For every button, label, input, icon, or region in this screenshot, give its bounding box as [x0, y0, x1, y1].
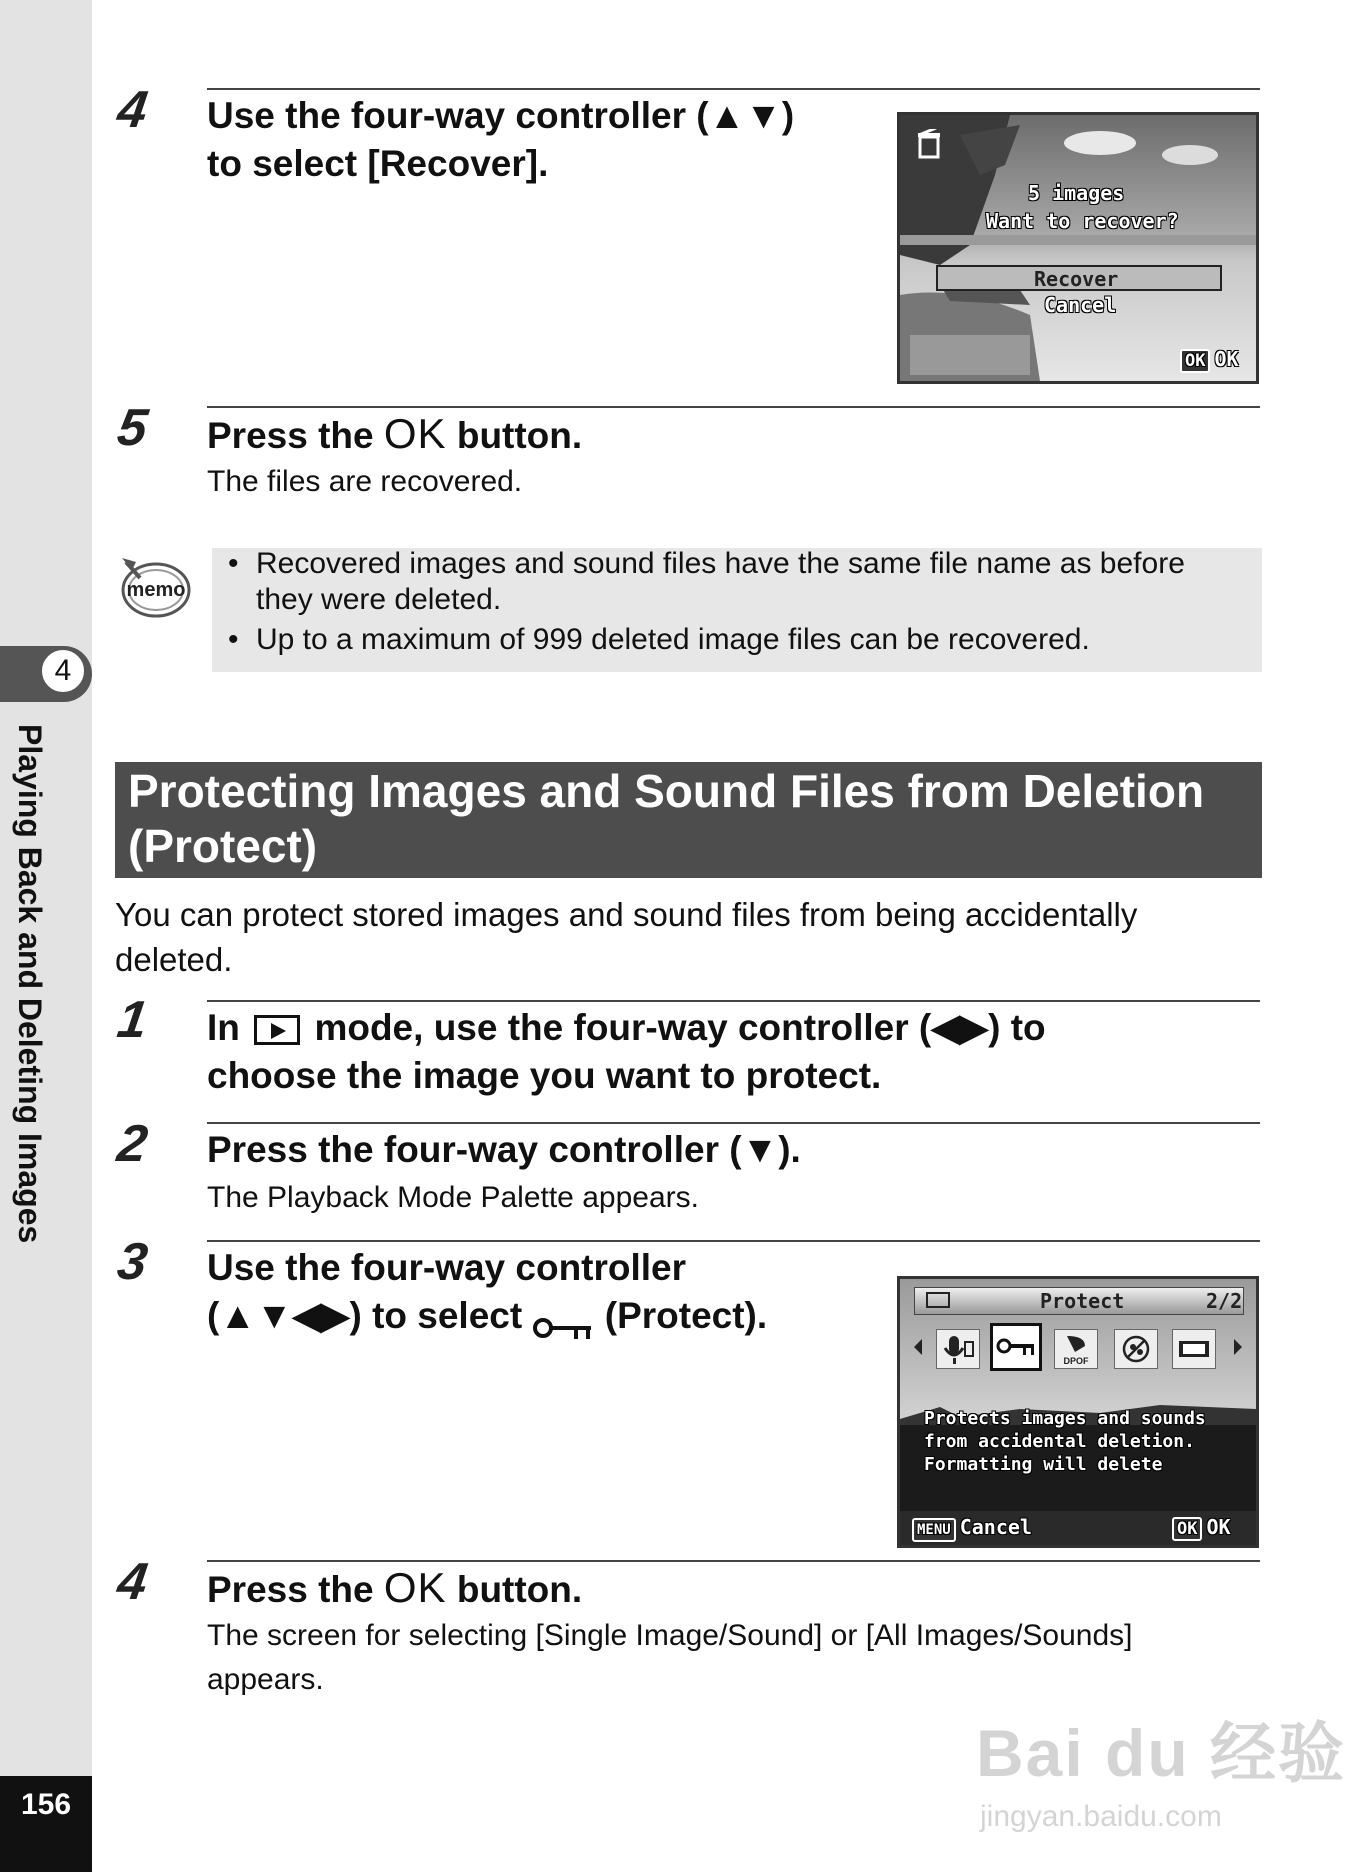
recover-option-label: Recover — [1034, 267, 1119, 291]
palette-title: Protect — [1040, 1289, 1125, 1313]
step-number: 2 — [113, 1115, 151, 1173]
step-body — [207, 1614, 1267, 1702]
ok-button-icon: OK — [1180, 349, 1210, 373]
step-title — [207, 1564, 582, 1614]
ok-hint — [1172, 1515, 1231, 1541]
step-number: 1 — [113, 991, 151, 1049]
step-title-pre: Press the — [207, 1569, 384, 1610]
protect-key-icon[interactable] — [990, 1323, 1042, 1371]
step-title-line — [207, 1292, 767, 1340]
baidu-watermark-url: jingyan.baidu.com — [980, 1800, 1222, 1833]
ok-hint-label: OK — [1206, 1515, 1231, 1539]
recover-option-recover[interactable] — [936, 265, 1222, 291]
cancel-hint-label: Cancel — [959, 1515, 1032, 1539]
step-title — [207, 1004, 1046, 1100]
playback-mode-icon — [254, 1015, 300, 1045]
memo-text: Up to a maximum of 999 deleted image files can be recovered. — [256, 623, 1090, 656]
description-line: from accidental deletion. — [924, 1431, 1195, 1452]
step-number: 3 — [113, 1233, 151, 1291]
memo-bullet: • — [228, 547, 239, 580]
description-line: Protects images and sounds — [924, 1408, 1206, 1429]
recover-option-cancel[interactable] — [936, 293, 1222, 319]
ok-button-glyph: OK — [383, 410, 447, 457]
memo-bullet: • — [228, 623, 239, 656]
step-title-pre: (▲▼◀▶) to select — [207, 1295, 533, 1336]
playback-mode-icon — [926, 1292, 950, 1308]
memo-icon-label: memo — [126, 579, 186, 601]
step-title-pre: In — [207, 1007, 251, 1048]
page-number: 156 — [20, 1788, 72, 1821]
section-intro — [115, 892, 1265, 982]
baidu-watermark: Bai du 经验 — [976, 1716, 1347, 1790]
protect-camera-screen — [897, 1276, 1259, 1548]
cancel-option-label: Cancel — [1044, 293, 1117, 317]
palette-left-arrow[interactable] — [914, 1339, 922, 1355]
section-title-line: (Protect) — [128, 820, 318, 872]
step-divider — [207, 1560, 1260, 1562]
step-title-line: to select [Recover]. — [207, 143, 549, 184]
step-divider — [207, 406, 1260, 408]
intro-line: deleted. — [115, 941, 233, 978]
voice-memo-icon[interactable] — [936, 1329, 980, 1369]
section-title — [128, 764, 1258, 874]
step-body: The files are recovered. — [207, 465, 523, 498]
palette-right-arrow[interactable] — [1234, 1339, 1242, 1355]
step-body: The Playback Mode Palette appears. — [207, 1181, 699, 1214]
step-title-pre: Press the — [207, 415, 384, 456]
step-title-line — [207, 1004, 1046, 1052]
chapter-title: Playing Back and Deleting Images — [12, 724, 48, 1244]
intro-line: You can protect stored images and sound files from being accidentally — [115, 896, 1138, 933]
recover-count: 5 images — [1028, 181, 1125, 205]
menu-button-icon: MENU — [912, 1518, 956, 1542]
step-title-line: choose the image you want to protect. — [207, 1055, 882, 1096]
step-title-post: button. — [446, 415, 583, 456]
step-number: 4 — [113, 81, 151, 139]
palette-description — [924, 1407, 1206, 1476]
frame-icon[interactable] — [1172, 1329, 1216, 1369]
description-line: Formatting will delete — [924, 1454, 1163, 1475]
step-divider — [207, 1240, 1260, 1242]
step-divider — [207, 1000, 1260, 1002]
step-title-line: Use the four-way controller (▲▼) — [207, 95, 795, 136]
cancel-hint — [912, 1515, 1032, 1542]
step-title-post: mode, use the four-way controller (◀▶) to — [304, 1007, 1046, 1048]
memo-icon — [118, 556, 192, 618]
ok-hint — [1180, 347, 1239, 373]
step-divider — [207, 88, 1260, 90]
step-divider — [207, 1122, 1260, 1124]
step-title — [207, 410, 582, 460]
step-title — [207, 1244, 767, 1340]
step-title-post: button. — [446, 1569, 583, 1610]
step-number: 4 — [113, 1553, 151, 1611]
ok-hint-label: OK — [1214, 347, 1239, 371]
step-title-line: Use the four-way controller — [207, 1247, 687, 1288]
step-title-post: (Protect). — [594, 1295, 768, 1336]
step-title — [207, 92, 794, 188]
chapter-number: 4 — [40, 648, 86, 694]
red-eye-icon[interactable] — [1114, 1329, 1158, 1369]
section-title-line: Protecting Images and Sound Files from Deletion — [128, 765, 1205, 817]
palette-page-indicator: 2/2 — [1206, 1289, 1243, 1313]
step-body-line: The screen for selecting [Single Image/Sound] or [All Images/Sounds] — [207, 1619, 1133, 1652]
recover-camera-screen — [897, 112, 1259, 384]
ok-button-glyph: OK — [383, 1564, 447, 1611]
step-number: 5 — [113, 399, 151, 457]
dpof-label: DPOF — [1063, 1356, 1089, 1366]
memo-text: Recovered images and sound files have the same file name as before — [256, 547, 1185, 580]
protect-key-icon — [532, 1305, 594, 1331]
beach-photo — [900, 115, 1256, 381]
trash-recover-icon — [916, 129, 942, 159]
dpof-icon[interactable] — [1054, 1329, 1098, 1369]
ok-button-icon: OK — [1172, 1517, 1202, 1541]
recover-question: Want to recover? — [986, 209, 1179, 233]
step-title: Press the four-way controller (▼). — [207, 1129, 801, 1170]
step-body-line: appears. — [207, 1663, 324, 1696]
memo-text: they were deleted. — [256, 583, 502, 616]
